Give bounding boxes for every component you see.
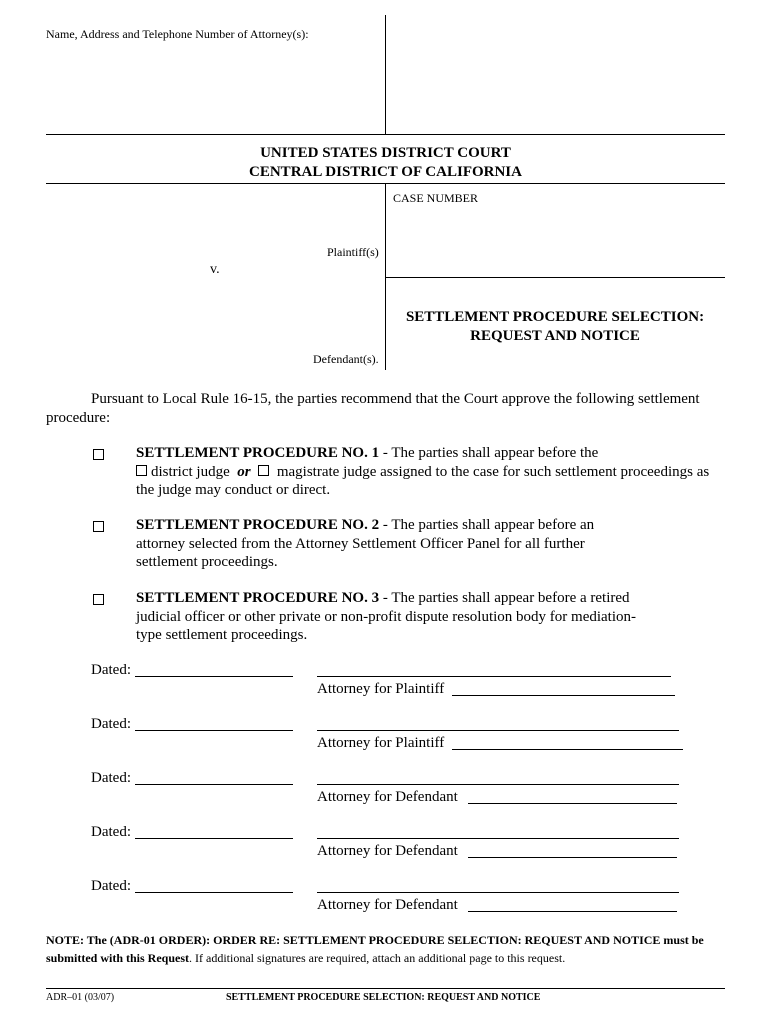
case-number-rule [385, 277, 725, 278]
signature-line[interactable] [317, 838, 679, 839]
procedure-2-line-3: settlement proceedings. [136, 554, 278, 570]
procedure-1-line-3: the judge may conduct or direct. [136, 482, 331, 498]
procedure-1-title: SETTLEMENT PROCEDURE NO. 1 [136, 445, 380, 461]
procedure-2-text: - The parties shall appear before an [379, 517, 595, 533]
magistrate-judge-label: magistrate judge assigned to the case for such settlement proceedings as [276, 463, 710, 480]
dated-label: Dated: [91, 716, 131, 732]
attorney-name-line[interactable] [468, 911, 677, 912]
defendant-label: Defendant(s). [313, 352, 379, 366]
attorney-role-label: Attorney for Defendant [317, 843, 458, 859]
attorney-name-line[interactable] [468, 857, 677, 858]
procedure-1-line-1 [136, 444, 736, 463]
intro-paragraph: Pursuant to Local Rule 16-15, the parties recommend that the Court approve the following settlement procedure: [46, 391, 700, 426]
procedure-3-text: - The parties shall appear before a retired [379, 590, 630, 606]
note-bold-text: NOTE: The (ADR-01 ORDER): ORDER RE: SETTLEMENT PROCEDURE SELECTION: REQUEST AND NOTICE must be submitted with this Request [46, 933, 704, 965]
attorney-name-line[interactable] [468, 803, 677, 804]
versus-label: v. [210, 262, 220, 277]
procedure-3 [136, 589, 736, 645]
footer-form-title: SETTLEMENT PROCEDURE SELECTION: REQUEST AND NOTICE [226, 992, 541, 1003]
attorney-name-line[interactable] [452, 749, 683, 750]
signature-line[interactable] [317, 784, 679, 785]
procedure-3-line-3: type settlement proceedings. [136, 627, 308, 643]
date-line[interactable] [135, 838, 293, 839]
attorney-role-label: Attorney for Plaintiff [317, 681, 445, 697]
form-title-line-2: REQUEST AND NOTICE [470, 328, 640, 344]
court-line-1: UNITED STATES DISTRICT COURT [260, 145, 511, 161]
procedure-2-title: SETTLEMENT PROCEDURE NO. 2 [136, 517, 380, 533]
procedure-3-title: SETTLEMENT PROCEDURE NO. 3 [136, 590, 380, 606]
date-line[interactable] [135, 676, 293, 677]
date-line[interactable] [135, 892, 293, 893]
court-heading [46, 144, 725, 182]
note-rest-text: . If additional signatures are required, attach an additional page to this request. [189, 951, 566, 965]
procedure-1-checkbox[interactable] [93, 447, 108, 465]
procedure-2-line-2: attorney selected from the Attorney Settlement Officer Panel for all further [136, 535, 585, 552]
procedure-3-checkbox[interactable] [93, 592, 108, 610]
attorney-name-line[interactable] [452, 695, 675, 696]
procedure-1-line-2 [136, 463, 736, 482]
magistrate-judge-checkbox[interactable] [258, 465, 269, 476]
top-rule [46, 134, 725, 135]
procedure-2 [136, 516, 736, 572]
signature-line[interactable] [317, 730, 679, 731]
footer-rule [46, 988, 725, 989]
form-id: ADR–01 (03/07) [46, 992, 115, 1003]
submission-note [46, 931, 731, 967]
procedure-2-checkbox[interactable] [93, 519, 108, 537]
district-judge-label: district judge [151, 463, 230, 480]
attorney-role-label: Attorney for Plaintiff [317, 735, 445, 751]
dated-label: Dated: [91, 878, 131, 894]
or-word: or [237, 463, 251, 480]
dated-label: Dated: [91, 824, 131, 840]
attorney-info-label: Name, Address and Telephone Number of Attorney(s): [46, 27, 309, 41]
court-line-2: CENTRAL DISTRICT OF CALIFORNIA [249, 164, 522, 180]
form-title-line-1: SETTLEMENT PROCEDURE SELECTION: [405, 309, 705, 325]
attorney-role-label: Attorney for Defendant [317, 789, 458, 805]
form-title [385, 308, 725, 346]
procedure-2-line-1 [136, 516, 736, 535]
plaintiff-label: Plaintiff(s) [327, 245, 379, 259]
procedure-3-line-2: judicial officer or other private or non-profit dispute resolution body for mediation- [136, 608, 637, 625]
attorney-block-divider [385, 15, 386, 135]
procedure-1 [136, 444, 736, 500]
procedure-1-text: - The parties shall appear before the [379, 445, 599, 461]
district-judge-checkbox[interactable] [136, 465, 147, 476]
attorney-role-label: Attorney for Defendant [317, 897, 458, 913]
dated-label: Dated: [91, 770, 131, 786]
case-number-label: CASE NUMBER [393, 191, 479, 205]
date-line[interactable] [135, 730, 293, 731]
signature-line[interactable] [317, 892, 679, 893]
signature-line[interactable] [317, 676, 671, 677]
procedure-3-line-1 [136, 589, 736, 608]
date-line[interactable] [135, 784, 293, 785]
dated-label: Dated: [91, 662, 131, 678]
